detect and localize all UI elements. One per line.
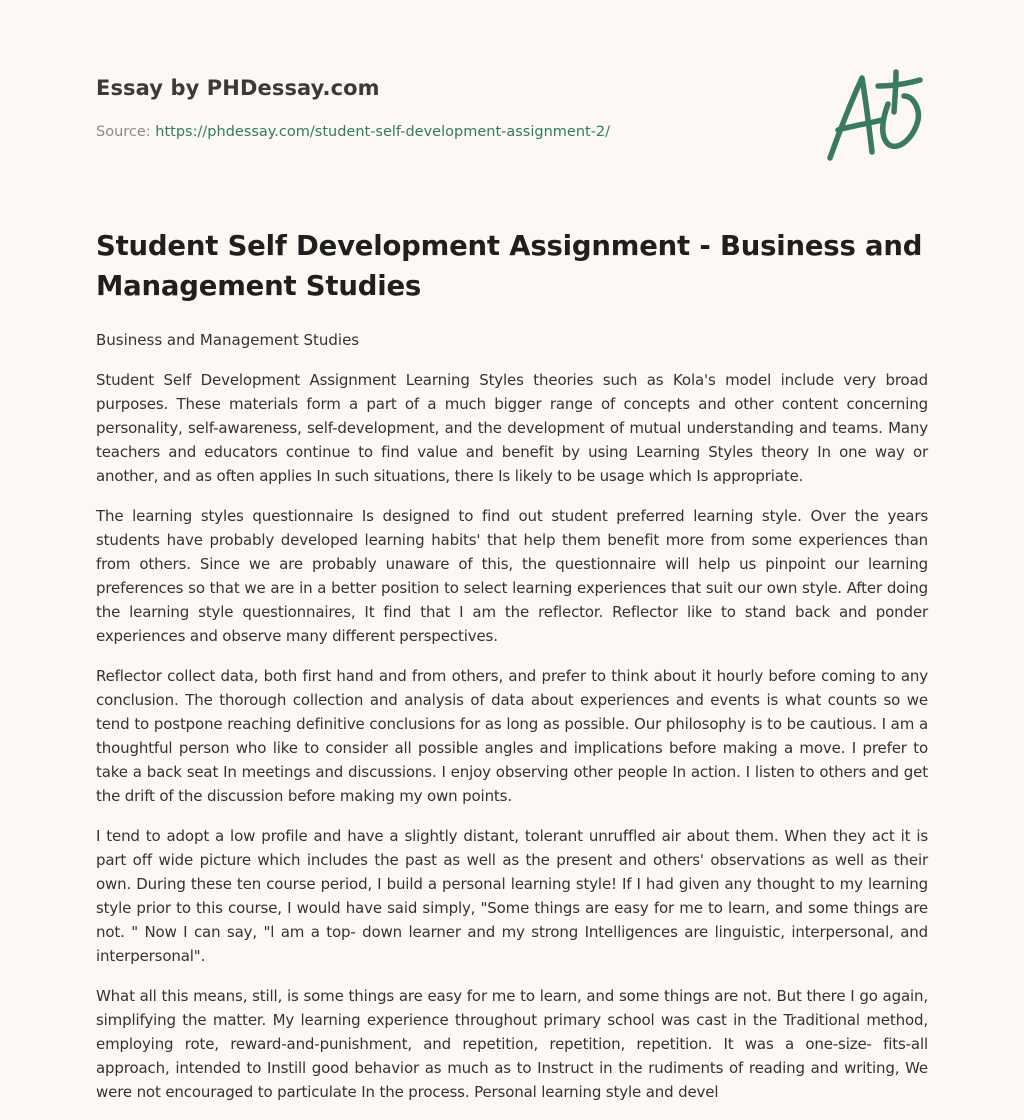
- page-title: Student Self Development Assignment - Business and Management Studies: [96, 230, 923, 302]
- article-subtitle: Business and Management Studies: [96, 331, 360, 349]
- article: [96, 226, 928, 1120]
- paragraph-2: The learning styles questionnaire Is designed to find out student preferred learning style. Over the years students have probably developed learning habits' that help them benefit more from some experiences than from others. Since we are probably unaware of this, the questionnaire will help us pinpoint our learning preferences so that we are in a better position to select learning experiences that suit our own style. After doing the learning style questionnaires, It find that I am the reflector. Reflector like to stand back and ponder experiences and observe many different perspectives.: [96, 507, 928, 645]
- source-line: [96, 124, 610, 140]
- paragraph-4: I tend to adopt a low profile and have a slightly distant, tolerant unruffled air about them. When they act it is part off wide picture which includes the past as well as the present and others' observations as well as their own. During these ten course period, I build a personal learning style! If I had given any thought to my learning style prior to this course, I would have said simply, "Some things are easy for me to learn, and some things are not. " Now I can say, "l am a top- down learner and my strong Intelligences are linguistic, interpersonal, and interpersonal".: [96, 827, 928, 965]
- header: [96, 76, 928, 140]
- source-label: Source:: [96, 124, 156, 140]
- paragraph-5: What all this means, still, is some things are easy for me to learn, and some things are not. But there I go again, simplifying the matter. My learning experience throughout primary school was cast in the Traditional method, employing rote, reward-and-punishment, and repetition, repetition, repetition. It was a one-size- fits-all approach, intended to Instill good behavior as much as to Instruct in the rudiments of reading and writing, We were not encouraged to particulate In the process. Personal learning style and devel: [96, 987, 928, 1101]
- brand-title: Essay by PHDessay.com: [96, 76, 380, 100]
- paragraph-3: Reflector collect data, both first hand and from others, and prefer to think about it hourly before coming to any conclusion. The thorough collection and analysis of data about experiences and events is what counts so we tend to postpone reaching definitive conclusions for as long as possible. Our philosophy is to be cautious. I am a thoughtful person who like to consider all possible angles and implications before making a move. I prefer to take a back seat In meetings and discussions. I enjoy observing other people In action. I listen to others and get the drift of the discussion before making my own points.: [96, 667, 928, 805]
- a-plus-logo-icon: [822, 68, 926, 164]
- paragraph-1: Student Self Development Assignment Learning Styles theories such as Kola's model include very broad purposes. These materials form a part of a much bigger range of concepts and other content concerning personality, self-awareness, self-development, and the development of mutual understanding and teams. Many teachers and educators continue to find value and benefit by using Learning Styles theory In one way or another, and as often applies In such situations, there Is likely to be usage which Is appropriate.: [96, 371, 928, 485]
- source-link[interactable]: https://phdessay.com/student-self-development-assignment-2/: [155, 124, 611, 140]
